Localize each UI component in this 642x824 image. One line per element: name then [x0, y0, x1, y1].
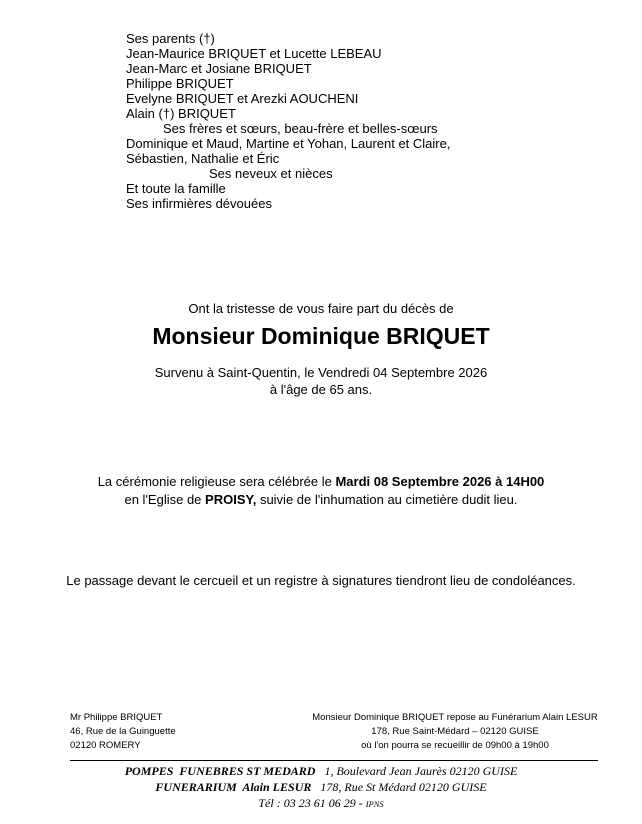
family-line: Alain (†) BRIQUET: [126, 106, 236, 121]
funeral-home-name: POMPES FUNEBRES ST MEDARD: [124, 764, 316, 778]
contact-city: 02120 ROMERY: [70, 740, 141, 751]
contact-address: [70, 711, 176, 753]
funerarium-name: FUNERARIUM Alain LESUR: [155, 780, 312, 794]
funeral-home-address: 1, Boulevard Jean Jaurès 02120 GUISE: [315, 764, 518, 778]
repose-info: [270, 711, 640, 753]
family-line: Jean-Marc et Josiane BRIQUET: [126, 61, 312, 76]
funerarium-line: [0, 779, 642, 795]
announcement-intro: Ont la tristesse de vous faire part du décès de: [188, 301, 454, 316]
ceremony-line-1: [0, 473, 642, 491]
funerarium-address: 178, Rue St Médard 02120 GUISE: [311, 780, 487, 794]
phone-number: Tél : 03 23 61 06 29 -: [258, 796, 363, 810]
ceremony-date: Mardi 08 Septembre 2026 à 14H00: [335, 474, 545, 489]
ceremony-text: suivie de l'inhumation au cimetière dudit lieu.: [256, 492, 518, 507]
family-list: [126, 31, 450, 211]
ceremony-text: en l'Eglise de: [124, 492, 206, 507]
phone-line: [0, 795, 642, 812]
death-details: [0, 364, 642, 398]
condolences-note: Le passage devant le cercueil et un registre à signatures tiendront lieu de condoléances.: [66, 573, 576, 588]
family-line: Jean-Maurice BRIQUET et Lucette LEBEAU: [126, 46, 382, 61]
repose-line: 178, Rue Saint-Médard – 02120 GUISE: [371, 726, 539, 737]
family-line: Evelyne BRIQUET et Arezki AOUCHENI: [126, 91, 359, 106]
contact-street: 46, Rue de la Guinguette: [70, 726, 176, 737]
ceremony-line-2: [0, 491, 642, 509]
family-line: Philippe BRIQUET: [126, 76, 234, 91]
family-line: Et toute la famille: [126, 181, 226, 196]
age-line: à l'âge de 65 ans.: [269, 382, 373, 397]
death-line: Survenu à Saint-Quentin, le Vendredi 04 Septembre 2026: [154, 365, 488, 380]
ipns-mark: IPNS: [365, 799, 384, 809]
funeral-home-line: [0, 763, 642, 779]
family-line: Sébastien, Nathalie et Éric: [126, 151, 280, 166]
ceremony-place: PROISY,: [205, 492, 257, 507]
ceremony-info: [0, 473, 642, 509]
footer-divider: [70, 760, 598, 761]
family-line: Ses frères et sœurs, beau-frère et belles-sœurs: [163, 121, 438, 136]
family-line: Ses infirmières dévouées: [126, 196, 272, 211]
repose-line: où l'on pourra se recueillir de 09h00 à 19h00: [361, 740, 549, 751]
funeral-home-footer: [0, 763, 642, 812]
family-line: Ses neveux et nièces: [209, 166, 333, 181]
repose-line: Monsieur Dominique BRIQUET repose au Funérarium Alain LESUR: [312, 712, 598, 723]
contact-name: Mr Philippe BRIQUET: [70, 712, 163, 723]
deceased-name: Monsieur Dominique BRIQUET: [152, 323, 490, 349]
ceremony-text: La cérémonie religieuse sera célébrée le: [97, 474, 336, 489]
family-line: Dominique et Maud, Martine et Yohan, Laurent et Claire,: [126, 136, 451, 151]
family-line: Ses parents (†): [126, 31, 215, 46]
